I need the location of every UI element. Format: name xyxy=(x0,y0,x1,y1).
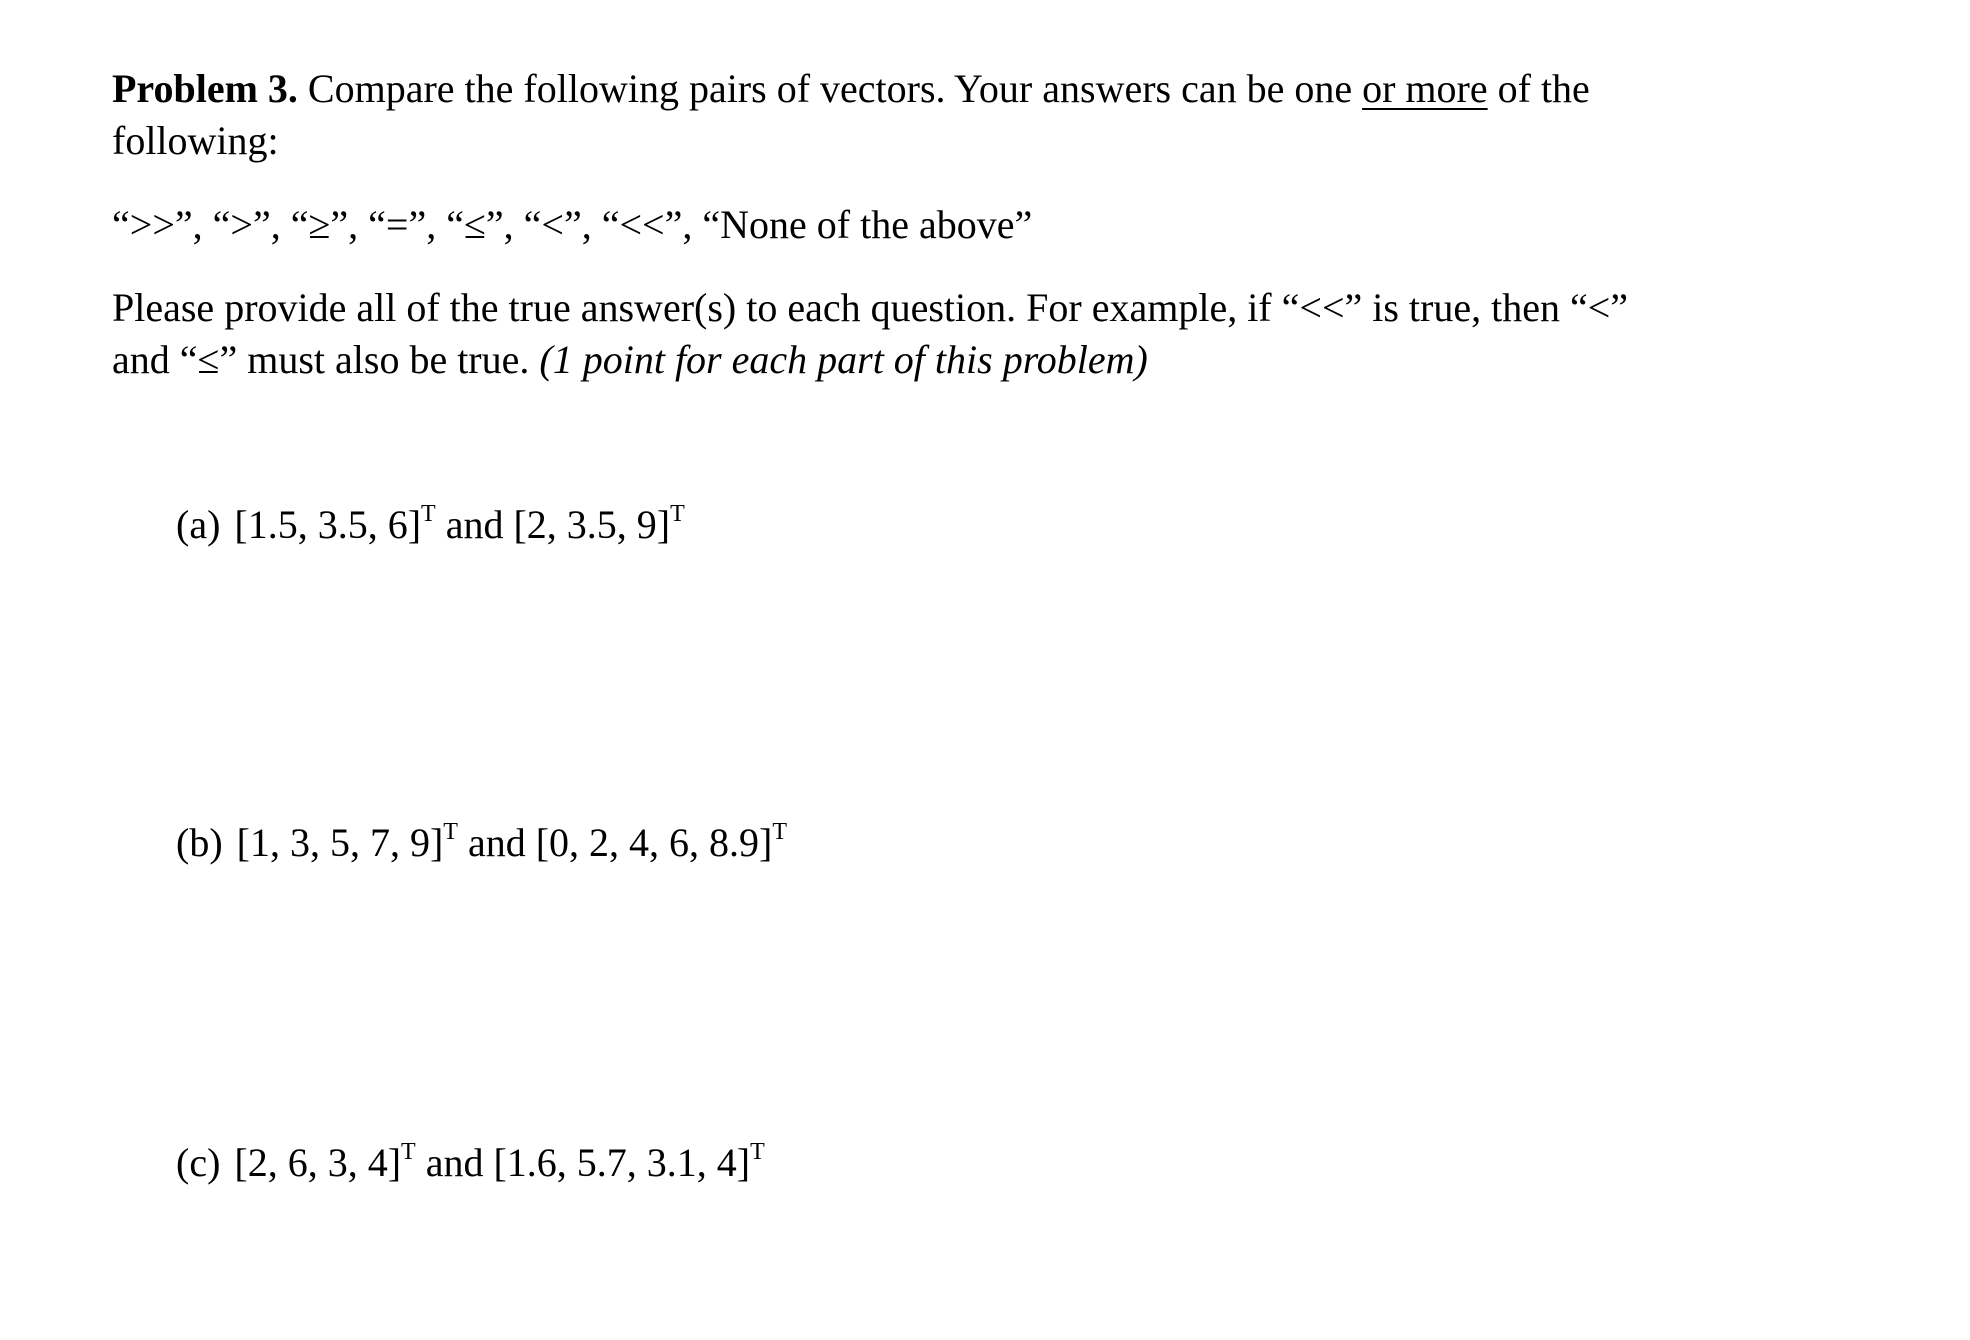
problem-intro-tail: of the xyxy=(1497,66,1590,111)
underlined-phrase: or more xyxy=(1362,66,1488,111)
question-part-a xyxy=(176,499,685,557)
instructions-line1: Please provide all of the true answer(s) to each question. For example, if “<<” is true, then “<” xyxy=(112,285,1629,330)
question-part-b xyxy=(176,817,787,875)
vector-2: [0, 2, 4, 6, 8.9] xyxy=(535,820,773,865)
points-note: (1 point for each part of this problem) xyxy=(539,337,1148,382)
problem-header-line xyxy=(112,63,1590,115)
part-label: (c) xyxy=(176,1140,221,1185)
conjunction: and xyxy=(445,502,504,547)
instructions-line2 xyxy=(112,334,1148,386)
answer-options: “>>”, “>”, “≥”, “=”, “≤”, “<”, “<<”, “None of the above” xyxy=(112,202,1033,247)
problem-intro-line2: following: xyxy=(112,118,279,163)
question-part-c xyxy=(176,1137,765,1195)
part-label: (b) xyxy=(176,820,223,865)
part-label: (a) xyxy=(176,502,221,547)
vector-1: [2, 6, 3, 4] xyxy=(234,1140,402,1185)
transpose-mark: T xyxy=(750,1139,765,1165)
transpose-mark: T xyxy=(670,501,685,527)
transpose-mark: T xyxy=(443,819,458,845)
vector-2: [2, 3.5, 9] xyxy=(513,502,671,547)
instructions-plain-text: and “≤” must also be true. xyxy=(112,337,530,382)
conjunction: and xyxy=(425,1140,484,1185)
problem-title: Problem 3. xyxy=(112,66,298,111)
vector-1: [1.5, 3.5, 6] xyxy=(234,502,422,547)
vector-2: [1.6, 5.7, 3.1, 4] xyxy=(493,1140,751,1185)
vector-1: [1, 3, 5, 7, 9] xyxy=(236,820,444,865)
transpose-mark: T xyxy=(401,1139,416,1165)
transpose-mark: T xyxy=(421,501,436,527)
transpose-mark: T xyxy=(772,819,788,845)
problem-intro-text: Compare the following pairs of vectors. Your answers can be one xyxy=(307,66,1353,111)
conjunction: and xyxy=(467,820,526,865)
